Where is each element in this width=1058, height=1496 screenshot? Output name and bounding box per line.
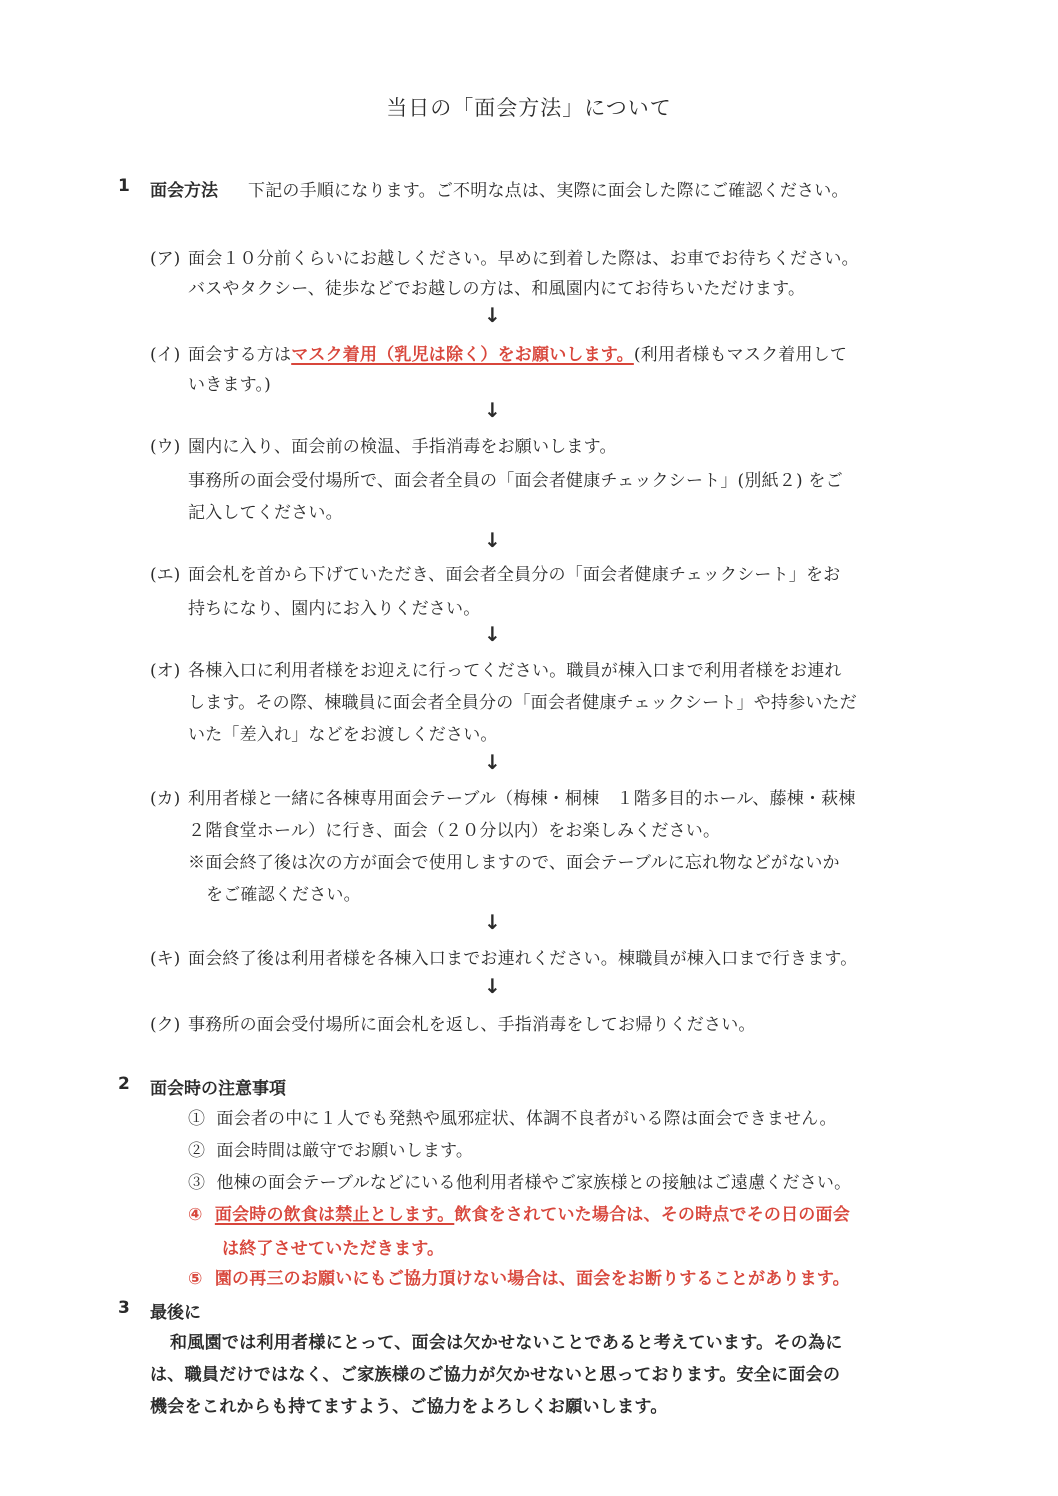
step-ki-label: (キ) xyxy=(150,949,181,969)
step-ku-line1: 事務所の面会受付場所に面会札を返し、手指消毒をしてお帰りください。 xyxy=(188,1015,756,1035)
down-arrow-icon: ↓ xyxy=(484,910,501,934)
step-e-line2: 持ちになり、園内にお入りください。 xyxy=(188,599,481,619)
section-2-number: 2 xyxy=(118,1074,130,1094)
notice-item-4-line2: は終了させていただきます。 xyxy=(222,1239,445,1259)
down-arrow-icon: ↓ xyxy=(484,750,501,774)
down-arrow-icon: ↓ xyxy=(484,974,501,998)
notice-item-5-text: 園の再三のお願いにもご協力頂けない場合は、面会をお断りすることがあります。 xyxy=(214,1269,850,1289)
section-3-title: 最後に xyxy=(150,1303,201,1323)
down-arrow-icon: ↓ xyxy=(484,398,501,422)
down-arrow-icon: ↓ xyxy=(484,303,501,327)
section-1-title: 面会方法 xyxy=(150,181,218,201)
notice-item-1-text: 面会者の中に１人でも発熱や風邪症状、体調不良者がいる際は面会できません。 xyxy=(216,1109,837,1129)
step-i-line2: いきます。) xyxy=(188,375,271,395)
step-i-label: (イ) xyxy=(150,345,181,365)
step-e-line1: 面会札を首から下げていただき、面会者全員分の「面会者健康チェックシート」をお xyxy=(188,565,841,585)
notice-item-2-text: 面会時間は厳守でお願いします。 xyxy=(216,1141,474,1161)
down-arrow-icon: ↓ xyxy=(484,528,501,552)
notice-item-2 xyxy=(188,1136,473,1161)
step-ka-line1: 利用者様と一緒に各棟専用面会テーブル（梅棟・桐棟 １階多目的ホール、藤棟・萩棟 xyxy=(188,789,856,809)
step-u-line3: 記入してください。 xyxy=(188,503,343,523)
eating-prohibited-notice: 面会時の飲食は禁止とします。 xyxy=(214,1205,455,1225)
page-title: 当日の「面会方法」について xyxy=(386,96,672,120)
closing-line-2: は、職員だけではなく、ご家族様のご協力が欠かせないと思っております。安全に面会の xyxy=(150,1365,841,1385)
step-u-label: (ウ) xyxy=(150,437,181,457)
step-i-post: (利用者様もマスク着用して xyxy=(633,345,848,365)
section-3-number: 3 xyxy=(118,1298,130,1318)
step-ku-label: (ク) xyxy=(150,1015,181,1035)
step-i-line1 xyxy=(188,340,847,365)
step-o-label: (オ) xyxy=(150,661,181,681)
notice-item-1 xyxy=(188,1104,837,1129)
section-1-number: 1 xyxy=(118,176,130,196)
notice-item-2-num: ② xyxy=(188,1141,206,1161)
step-ka-line4: をご確認ください。 xyxy=(206,885,361,905)
notice-item-5-num: ⑤ xyxy=(188,1269,203,1289)
step-u-line1: 園内に入り、面会前の検温、手指消毒をお願いします。 xyxy=(188,437,617,457)
step-a-label: (ア) xyxy=(150,249,181,269)
section-2-title: 面会時の注意事項 xyxy=(150,1079,286,1099)
closing-line-1: 和風園では利用者様にとって、面会は欠かせないことであると考えています。その為に xyxy=(170,1333,843,1353)
mask-required-notice: マスク着用（乳児は除く）をお願いします。 xyxy=(291,345,634,365)
step-a-line1: 面会１０分前くらいにお越しください。早めに到着した際は、お車でお待ちください。 xyxy=(188,249,859,269)
step-u-line2: 事務所の面会受付場所で、面会者全員の「面会者健康チェックシート」(別紙２) をご xyxy=(188,471,843,491)
step-o-line3: いた「差入れ」などをお渡しください。 xyxy=(188,725,498,745)
notice-item-3 xyxy=(188,1168,851,1193)
step-ki-line1: 面会終了後は利用者様を各棟入口までお連れください。棟職員が棟入口まで行きます。 xyxy=(188,949,858,969)
notice-item-1-num: ① xyxy=(188,1109,206,1129)
closing-line-3: 機会をこれからも持てますよう、ご協力をよろしくお願いします。 xyxy=(150,1397,668,1417)
step-o-line1: 各棟入口に利用者様をお迎えに行ってください。職員が棟入口まで利用者様をお連れ xyxy=(188,661,842,681)
step-i-pre: 面会する方は xyxy=(188,345,292,365)
section-1-intro: 下記の手順になります。ご不明な点は、実際に面会した際にご確認ください。 xyxy=(248,181,849,201)
step-ka-line2: ２階食堂ホール）に行き、面会（２０分以内）をお楽しみください。 xyxy=(188,821,721,841)
notice-item-5 xyxy=(188,1264,850,1289)
step-a-line2: バスやタクシー、徒歩などでお越しの方は、和風園内にてお待ちいただけます。 xyxy=(188,279,806,299)
down-arrow-icon: ↓ xyxy=(484,622,501,646)
notice-item-3-num: ③ xyxy=(188,1173,206,1193)
step-e-label: (エ) xyxy=(150,565,181,585)
notice-item-4-num: ④ xyxy=(188,1205,203,1225)
step-ka-line3: ※面会終了後は次の方が面会で使用しますので、面会テーブルに忘れ物などがないか xyxy=(188,853,840,873)
notice-item-4 xyxy=(188,1200,850,1225)
step-o-line2: します。その際、棟職員に面会者全員分の「面会者健康チェックシート」や持参いただ xyxy=(188,693,857,713)
notice-item-4-rest: 飲食をされていた場合は、その時点でその日の面会 xyxy=(454,1205,850,1225)
notice-item-3-text: 他棟の面会テーブルなどにいる他利用者様やご家族様との接触はご遠慮ください。 xyxy=(216,1173,852,1193)
step-ka-label: (カ) xyxy=(150,789,181,809)
